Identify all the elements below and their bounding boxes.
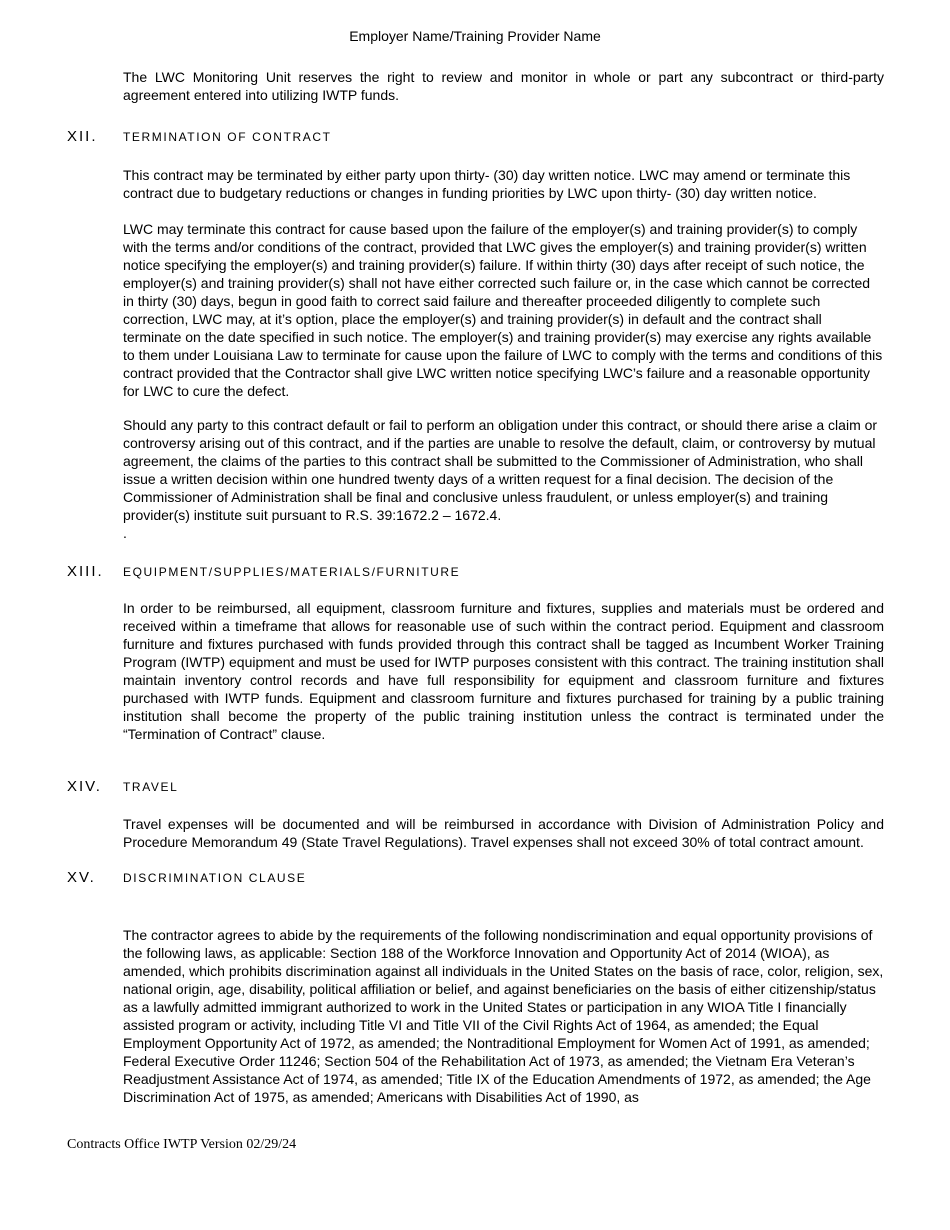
- section-title-termination: TERMINATION OF CONTRACT: [123, 130, 332, 144]
- section-title-equipment: EQUIPMENT/SUPPLIES/MATERIALS/FURNITURE: [123, 565, 461, 579]
- termination-stray-period: .: [123, 525, 127, 541]
- page-header: Employer Name/Training Provider Name: [349, 28, 601, 44]
- section-number-xiii: XIII.: [67, 563, 104, 580]
- termination-paragraph-3: Should any party to this contract default or fail to perform an obligation under this contract, or should there arise a claim or controversy arising out of this contract, and if the parties are unable to resolve the default, claim, or controversy by mutual agreement, the claims of the parties to this contract shall be submitted to the Commissioner of Administration, who shall issue a written decision within one hundred twenty days of a written request for a final decision. The decision of the Commissioner of Administration shall be final and conclusive unless fraudulent, or unless employer(s) and training provider(s) institute suit pursuant to R.S. 39:1672.2 – 1672.4.: [123, 417, 878, 523]
- section-title-discrimination: DISCRIMINATION CLAUSE: [123, 871, 307, 885]
- intro-paragraph: The LWC Monitoring Unit reserves the right to review and monitor in whole or part any subcontract or third-party agreement entered into utilizing IWTP funds.: [123, 69, 884, 103]
- section-title-travel: TRAVEL: [123, 780, 179, 794]
- termination-paragraph-1: This contract may be terminated by either party upon thirty- (30) day written notice. LWC may amend or terminate this contract due to budgetary reductions or changes in funding priorities by LWC upon thirty- (30) day written notice.: [123, 167, 851, 201]
- discrimination-paragraph: The contractor agrees to abide by the requirements of the following nondiscrimination and equal opportunity provisions of the following laws, as applicable: Section 188 of the Workforce Innovation and Opportunity Act of 2014 (WIOA), as amended, which prohibits discrimination against all individuals in the United States on the basis of race, color, religion, sex, national origin, age, disability, political affiliation or belief, and against beneficiaries on the basis of either citizenship/status as a lawfully admitted immigrant authorized to work in the United States or participation in any WIOA Title I financially assisted program or activity, including Title VI and Title VII of the Civil Rights Act of 1964, as amended; the Equal Employment Opportunity Act of 1972, as amended; the Nontraditional Employment for Women Act of 1991, as amended; Federal Executive Order 11246; Section 504 of the Rehabilitation Act of 1973, as amended; the Vietnam Era Veteran’s Readjustment Assistance Act of 1974, as amended; Title IX of the Education Amendments of 1972, as amended; the Age Discrimination Act of 1975, as amended; Americans with Disabilities Act of 1990, as: [123, 927, 884, 1105]
- termination-paragraph-2: LWC may terminate this contract for cause based upon the failure of the employer(s) and training provider(s) to comply with the terms and/or conditions of the contract, provided that LWC gives the employer(s) and training provider(s) written notice specifying the employer(s) and training provider(s) failure. If within thirty (30) days after receipt of such notice, the employer(s) and training provider(s) shall not have either corrected such failure or, in the case which cannot be corrected in thirty (30) days, begun in good faith to correct said failure and thereafter proceeded diligently to complete such correction, LWC may, at it’s option, place the employer(s) and training provider(s) in default and the contract shall terminate on the date specified in such notice. The employer(s) and training provider(s) may exercise any rights available to them under Louisiana Law to terminate for cause upon the failure of LWC to comply with the terms and conditions of this contract provided that the Contractor shall give LWC written notice specifying LWC’s failure and a reasonable opportunity for LWC to cure the defect.: [123, 221, 883, 399]
- section-number-xiv: XIV.: [67, 778, 102, 795]
- section-number-xv: XV.: [67, 869, 96, 886]
- travel-paragraph: Travel expenses will be documented and will be reimbursed in accordance with Division of Administration Policy and Procedure Memorandum 49 (State Travel Regulations). Travel expenses shall not exceed 30% of total contract amount.: [123, 816, 884, 850]
- section-number-xii: XII.: [67, 128, 98, 145]
- page-footer: Contracts Office IWTP Version 02/29/24: [67, 1137, 297, 1152]
- equipment-paragraph: In order to be reimbursed, all equipment, classroom furniture and fixtures, supplies and materials must be ordered and received within a timeframe that allows for reasonable use of such within the contract period. Equipment and classroom furniture and fixtures purchased with funds provided through this contract shall be tagged as Incumbent Worker Training Program (IWTP) equipment and must be used for IWTP purposes consistent with this contract. The training institution shall maintain inventory control records and have full responsibility for equipment and classroom furniture and fixtures purchased with IWTP funds. Equipment and classroom furniture and fixtures purchased for training by a public training institution shall become the property of the public training institution unless the contract is terminated under the “Termination of Contract” clause.: [123, 600, 884, 742]
